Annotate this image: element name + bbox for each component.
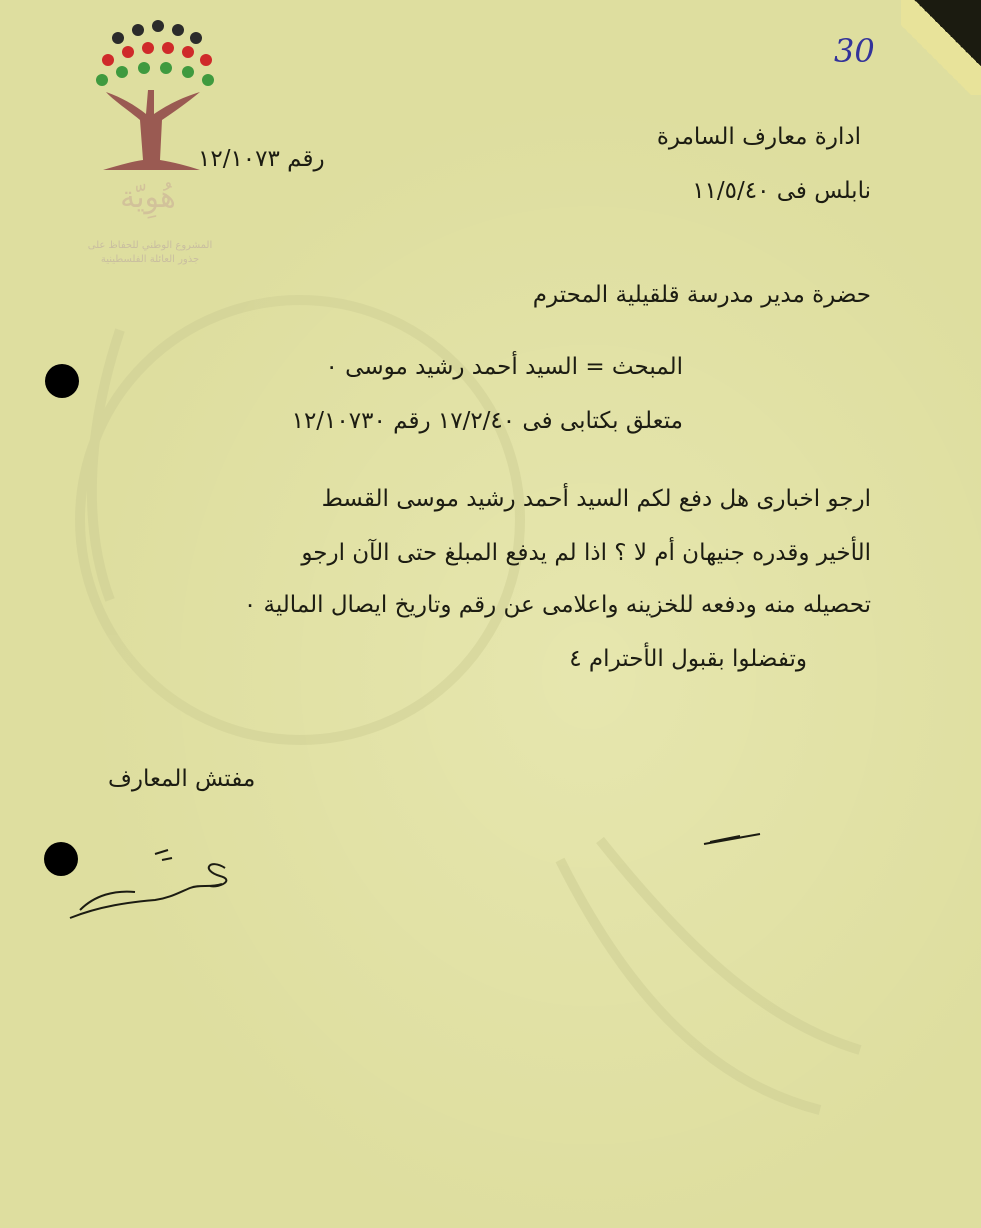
body-line-3: تحصيله منه ودفعه للخزينه واعلامى عن رقم وتاريخ ايصال المالية ٠ (243, 592, 871, 618)
reference-line: متعلق بكتابى فى ١٧/٢/٤٠ رقم ١٢/١٠٧٣٠ (291, 408, 683, 434)
office-name: ادارة معارف السامرة (656, 124, 861, 150)
body-line-4: وتفضلوا بقبول الأحترام ٤ (569, 646, 807, 672)
logo-tree-icon (103, 90, 200, 170)
body-line-2: الأخير وقدره جنيهان أم لا ؟ اذا لم يدفع المبلغ حتى الآن ارجو (301, 540, 871, 566)
pen-mark (700, 826, 770, 850)
logo-tagline-1: المشروع الوطني للحفاظ على (87, 240, 213, 251)
place-date: نابلس فى ١١/٥/٤٠ (692, 178, 871, 204)
folded-corner (901, 0, 981, 95)
signatory-title: مفتش المعارف (108, 766, 256, 792)
hawiya-logo (88, 20, 223, 270)
recipient-line: حضرة مدير مدرسة قلقيلية المحترم (532, 282, 871, 308)
body-line-1: ارجو اخبارى هل دفع لكم السيد أحمد رشيد موسى القسط (321, 486, 871, 512)
subject-line: المبحث = السيد أحمد رشيد موسى ٠ (325, 354, 683, 380)
handwritten-signature (60, 840, 250, 930)
punch-hole-bottom (44, 842, 78, 876)
punch-hole-top (45, 364, 79, 398)
logo-people-icon (96, 20, 214, 86)
reference-number: رقم ١٢/١٠٧٣ (198, 146, 325, 172)
page-number: 30 (834, 32, 875, 70)
logo-tagline-2: جذور العائلة الفلسطينية (100, 254, 200, 265)
logo-name: هُوِيّة (120, 180, 176, 215)
